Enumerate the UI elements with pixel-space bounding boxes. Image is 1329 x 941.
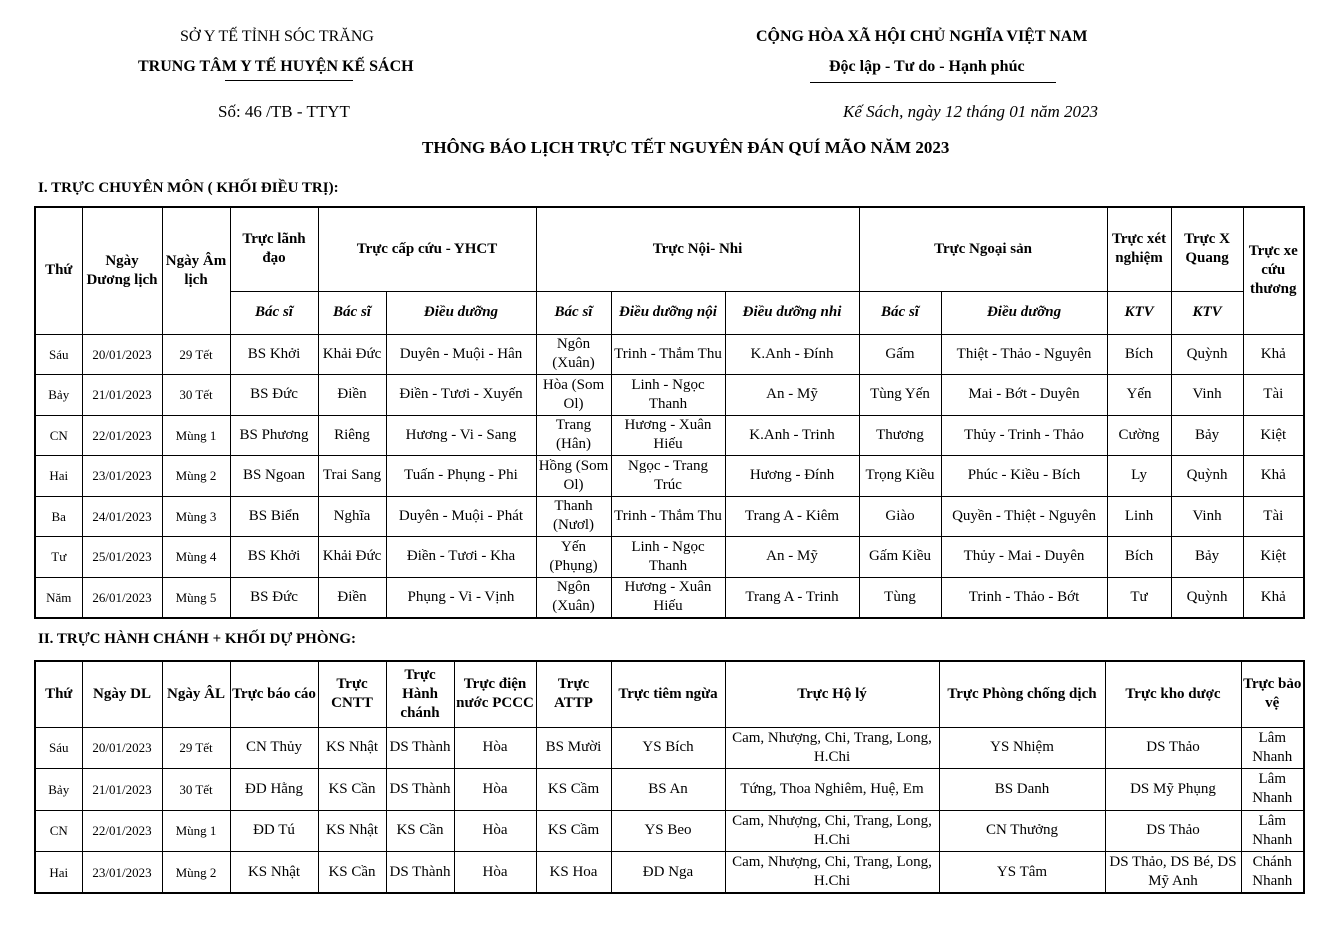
table-row — [35, 496, 1304, 537]
table-cell: ĐD Tú — [230, 810, 318, 852]
col-ngay-dl: Ngày Dương lịch — [82, 207, 162, 334]
table-cell: KS Hoa — [536, 852, 611, 894]
table-cell: Hương - Đính — [725, 456, 859, 497]
table-cell: 22/01/2023 — [82, 415, 162, 456]
table-cell: Duyên - Muội - Phát — [386, 496, 536, 537]
table-cell: Tuấn - Phụng - Phi — [386, 456, 536, 497]
table-cell: 29 Tết — [162, 727, 230, 769]
table-row — [35, 577, 1304, 618]
table-cell: K.Anh - Đính — [725, 334, 859, 375]
col-thu: Thứ — [35, 207, 82, 334]
table-cell: 30 Tết — [162, 769, 230, 811]
table-cell: BS Ngoan — [230, 456, 318, 497]
table-cell: Thiệt - Thảo - Nguyên — [941, 334, 1107, 375]
table-cell: Trang A - Kiêm — [725, 496, 859, 537]
table-cell: Mùng 3 — [162, 496, 230, 537]
table-cell: Sáu — [35, 727, 82, 769]
table-cell: Quỳnh — [1171, 577, 1243, 618]
subheader-cell: Điều dưỡng nội — [611, 291, 725, 334]
table-cell: Hòa — [454, 727, 536, 769]
header-cell: Trực Hành chánh — [386, 661, 454, 727]
subheader-cell: Điều dưỡng — [386, 291, 536, 334]
table-cell: BS An — [611, 769, 725, 811]
col-cap-cuu: Trực cấp cứu - YHCT — [318, 207, 536, 291]
department-name: SỞ Y TẾ TỈNH SÓC TRĂNG — [180, 28, 374, 45]
table-row — [35, 852, 1304, 894]
table-cell: Mùng 5 — [162, 577, 230, 618]
table-cell: Hòa — [454, 852, 536, 894]
table-cell: 21/01/2023 — [82, 375, 162, 416]
table-cell: Gấm — [859, 334, 941, 375]
table-cell: Mai - Bớt - Duyên — [941, 375, 1107, 416]
table-cell: Hòa (Som Ol) — [536, 375, 611, 416]
table-cell: KS Cần — [386, 810, 454, 852]
table-cell: DS Thảo — [1105, 810, 1241, 852]
table-cell: Hai — [35, 456, 82, 497]
table-cell: Phúc - Kiều - Bích — [941, 456, 1107, 497]
table-cell: Trọng Kiều — [859, 456, 941, 497]
section1-heading: I. TRỰC CHUYÊN MÔN ( KHỐI ĐIỀU TRỊ): — [38, 180, 339, 196]
table-cell: Hòa — [454, 769, 536, 811]
table-cell: Thanh (Nươl) — [536, 496, 611, 537]
header-cell: Trực CNTT — [318, 661, 386, 727]
table-cell: 29 Tết — [162, 334, 230, 375]
table-cell: K.Anh - Trinh — [725, 415, 859, 456]
table-cell: Tùng — [859, 577, 941, 618]
table-cell: KS Nhật — [318, 727, 386, 769]
subheader-cell: Bác sĩ — [536, 291, 611, 334]
header-cell: Trực bảo vệ — [1241, 661, 1304, 727]
header-cell: Trực Hộ lý — [725, 661, 939, 727]
table-cell: Khả — [1243, 456, 1304, 497]
subheader-cell: Bác sĩ — [230, 291, 318, 334]
table-cell: Tùng Yến — [859, 375, 941, 416]
table-cell: BS Khởi — [230, 334, 318, 375]
table-cell: Cam, Nhượng, Chi, Trang, Long, H.Chi — [725, 852, 939, 894]
table-cell: KS Cầm — [536, 810, 611, 852]
table-cell: Thương — [859, 415, 941, 456]
motto-underline — [810, 82, 1056, 83]
table-cell: Trinh - Thắm Thu — [611, 334, 725, 375]
col-xet-nghiem: Trực xét nghiệm — [1107, 207, 1171, 291]
table-cell: Hai — [35, 852, 82, 894]
table-cell: Mùng 2 — [162, 852, 230, 894]
table-cell: Hương - Xuân Hiếu — [611, 415, 725, 456]
table-cell: Trinh - Thảo - Bớt — [941, 577, 1107, 618]
table-cell: KS Cần — [318, 852, 386, 894]
table-cell: YS Beo — [611, 810, 725, 852]
subheader-cell: KTV — [1107, 291, 1171, 334]
table-cell: Tài — [1243, 375, 1304, 416]
table-cell: Điền — [318, 577, 386, 618]
table-cell: BS Đức — [230, 577, 318, 618]
table-cell: BS Phương — [230, 415, 318, 456]
table-cell: 25/01/2023 — [82, 537, 162, 578]
table-cell: CN — [35, 810, 82, 852]
table-cell: Mùng 4 — [162, 537, 230, 578]
table-cell: YS Nhiệm — [939, 727, 1105, 769]
table-cell: Hương - Xuân Hiếu — [611, 577, 725, 618]
col-ngoai-san: Trực Ngoại sản — [859, 207, 1107, 291]
table-cell: DS Thành — [386, 769, 454, 811]
table-cell: Quỳnh — [1171, 456, 1243, 497]
table-cell: Lâm Nhanh — [1241, 727, 1304, 769]
document-date: Kế Sách, ngày 12 tháng 01 năm 2023 — [843, 102, 1098, 121]
table-cell: Giào — [859, 496, 941, 537]
table-cell: 22/01/2023 — [82, 810, 162, 852]
table-row — [35, 334, 1304, 375]
table-cell: 26/01/2023 — [82, 577, 162, 618]
table-cell: KS Cần — [318, 769, 386, 811]
table-cell: Thủy - Trinh - Thảo — [941, 415, 1107, 456]
header-cell: Ngày DL — [82, 661, 162, 727]
table-cell: DS Thành — [386, 727, 454, 769]
table-cell: Vinh — [1171, 496, 1243, 537]
table-cell: Lâm Nhanh — [1241, 769, 1304, 811]
table-cell: Nghĩa — [318, 496, 386, 537]
table-cell: Kiệt — [1243, 415, 1304, 456]
table-cell: Ngôn (Xuân) — [536, 334, 611, 375]
table-cell: Gấm Kiều — [859, 537, 941, 578]
table-cell: Yến — [1107, 375, 1171, 416]
table-cell: Hồng (Som Ol) — [536, 456, 611, 497]
table-cell: Điền — [318, 375, 386, 416]
table-cell: Mùng 2 — [162, 456, 230, 497]
table-cell: DS Mỹ Phụng — [1105, 769, 1241, 811]
table-cell: BS Mười — [536, 727, 611, 769]
center-name: TRUNG TÂM Y TẾ HUYỆN KẾ SÁCH — [138, 58, 414, 75]
table-cell: Kiệt — [1243, 537, 1304, 578]
table-cell: DS Thảo, DS Bé, DS Mỹ Anh — [1105, 852, 1241, 894]
admin-duty-table — [34, 660, 1305, 894]
table-cell: Vinh — [1171, 375, 1243, 416]
document-title: THÔNG BÁO LỊCH TRỰC TẾT NGUYÊN ĐÁN QUÍ MÃO NĂM 2023 — [422, 138, 950, 157]
table-cell: 21/01/2023 — [82, 769, 162, 811]
header-cell: Trực điện nước PCCC — [454, 661, 536, 727]
table-row — [35, 769, 1304, 811]
table-cell: Quỳnh — [1171, 334, 1243, 375]
table-cell: Lâm Nhanh — [1241, 810, 1304, 852]
table-cell: Hương - Vi - Sang — [386, 415, 536, 456]
table-cell: DS Thảo — [1105, 727, 1241, 769]
col-x-quang: Trực X Quang — [1171, 207, 1243, 291]
subheader-cell: Bác sĩ — [318, 291, 386, 334]
table-cell: KS Nhật — [318, 810, 386, 852]
table-cell: BS Danh — [939, 769, 1105, 811]
table-cell: Duyên - Muội - Hân — [386, 334, 536, 375]
table-row — [35, 727, 1304, 769]
table-cell: Khải Đức — [318, 334, 386, 375]
table-cell: Trang A - Trinh — [725, 577, 859, 618]
col-ngay-al: Ngày Âm lịch — [162, 207, 230, 334]
table-cell: Bích — [1107, 334, 1171, 375]
header-cell: Trực tiêm ngừa — [611, 661, 725, 727]
subheader-cell: Điều dưỡng — [941, 291, 1107, 334]
table-row — [35, 810, 1304, 852]
table-cell: Trinh - Thắm Thu — [611, 496, 725, 537]
table-cell: Năm — [35, 577, 82, 618]
table-cell: Ly — [1107, 456, 1171, 497]
table-cell: Phụng - Vi - Vịnh — [386, 577, 536, 618]
table-cell: Điền - Tươi - Xuyến — [386, 375, 536, 416]
table-cell: An - Mỹ — [725, 375, 859, 416]
table-cell: Bảy — [35, 769, 82, 811]
table-row — [35, 456, 1304, 497]
table-cell: Tư — [35, 537, 82, 578]
table-cell: ĐD Hằng — [230, 769, 318, 811]
table-cell: KS Cầm — [536, 769, 611, 811]
table-cell: Ba — [35, 496, 82, 537]
section2-heading: II. TRỰC HÀNH CHÁNH + KHỐI DỰ PHÒNG: — [38, 631, 356, 647]
col-xe-cuu-thuong: Trực xe cứu thương — [1243, 207, 1304, 334]
table-cell: BS Đức — [230, 375, 318, 416]
table-cell: Riêng — [318, 415, 386, 456]
table-cell: Sáu — [35, 334, 82, 375]
col-noi-nhi: Trực Nội- Nhi — [536, 207, 859, 291]
table-cell: Mùng 1 — [162, 810, 230, 852]
table-row — [35, 375, 1304, 416]
table-cell: Khải Đức — [318, 537, 386, 578]
table-cell: Cam, Nhượng, Chi, Trang, Long, H.Chi — [725, 810, 939, 852]
table-cell: 23/01/2023 — [82, 852, 162, 894]
table-cell: Bảy — [35, 375, 82, 416]
table-cell: Tư — [1107, 577, 1171, 618]
table-cell: Ngọc - Trang Trúc — [611, 456, 725, 497]
table-cell: BS Biển — [230, 496, 318, 537]
table-cell: Bảy — [1171, 537, 1243, 578]
header-cell: Trực ATTP — [536, 661, 611, 727]
table-cell: KS Nhật — [230, 852, 318, 894]
table-cell: CN — [35, 415, 82, 456]
subheader-cell: Bác sĩ — [859, 291, 941, 334]
medical-duty-table — [34, 206, 1305, 619]
header-cell: Trực báo cáo — [230, 661, 318, 727]
table-cell: 30 Tết — [162, 375, 230, 416]
table-cell: Khả — [1243, 577, 1304, 618]
table-cell: Điền - Tươi - Kha — [386, 537, 536, 578]
table-row — [35, 537, 1304, 578]
nation-name: CỘNG HÒA XÃ HỘI CHỦ NGHĨA VIỆT NAM — [756, 28, 1088, 45]
table-cell: YS Bích — [611, 727, 725, 769]
table-cell: Linh — [1107, 496, 1171, 537]
table-cell: ĐD Nga — [611, 852, 725, 894]
table-cell: Thủy - Mai - Duyên — [941, 537, 1107, 578]
table-cell: Bảy — [1171, 415, 1243, 456]
header-cell: Ngày ÂL — [162, 661, 230, 727]
table-cell: Yến (Phụng) — [536, 537, 611, 578]
table-cell: Cam, Nhượng, Chi, Trang, Long, H.Chi — [725, 727, 939, 769]
table-cell: CN Thưởng — [939, 810, 1105, 852]
table-cell: Hòa — [454, 810, 536, 852]
table-cell: Cường — [1107, 415, 1171, 456]
subheader-cell: KTV — [1171, 291, 1243, 334]
header-cell: Trực Phòng chống dịch — [939, 661, 1105, 727]
motto: Độc lập - Tư do - Hạnh phúc — [829, 58, 1025, 75]
table-cell: 24/01/2023 — [82, 496, 162, 537]
table-cell: DS Thành — [386, 852, 454, 894]
table-cell: Tài — [1243, 496, 1304, 537]
subheader-cell: Điều dưỡng nhi — [725, 291, 859, 334]
table-row — [35, 415, 1304, 456]
table-cell: 20/01/2023 — [82, 727, 162, 769]
table-cell: CN Thủy — [230, 727, 318, 769]
table-cell: Trai Sang — [318, 456, 386, 497]
table-cell: Tứng, Thoa Nghiêm, Huệ, Em — [725, 769, 939, 811]
header-cell: Trực kho dược — [1105, 661, 1241, 727]
col-lanh-dao: Trực lãnh đạo — [230, 207, 318, 291]
table-cell: Mùng 1 — [162, 415, 230, 456]
table-cell: YS Tâm — [939, 852, 1105, 894]
center-name-underline — [225, 80, 353, 81]
table-cell: An - Mỹ — [725, 537, 859, 578]
document-number: Số: 46 /TB - TTYT — [218, 102, 350, 121]
table-cell: Trang (Hân) — [536, 415, 611, 456]
table-cell: Linh - Ngọc Thanh — [611, 375, 725, 416]
table-cell: Chánh Nhanh — [1241, 852, 1304, 894]
table-cell: Bích — [1107, 537, 1171, 578]
table-cell: BS Khởi — [230, 537, 318, 578]
table-cell: Ngôn (Xuân) — [536, 577, 611, 618]
header-cell: Thứ — [35, 661, 82, 727]
table-cell: 20/01/2023 — [82, 334, 162, 375]
table-cell: Quyền - Thiệt - Nguyên — [941, 496, 1107, 537]
table-cell: Linh - Ngọc Thanh — [611, 537, 725, 578]
table-cell: Khả — [1243, 334, 1304, 375]
table-cell: 23/01/2023 — [82, 456, 162, 497]
